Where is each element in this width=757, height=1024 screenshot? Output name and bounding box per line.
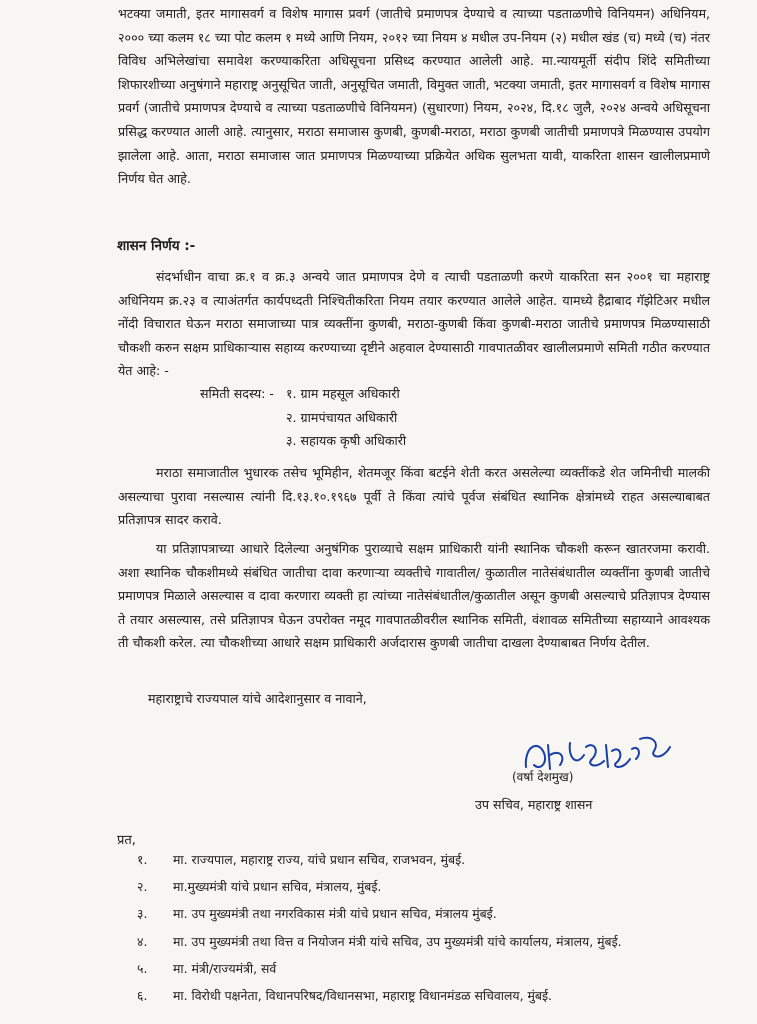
decision-paragraph: संदर्भाधीन वाचा क्र.१ व क्र.३ अन्वये जात प्रमाणपत्र देणे व त्याची पडताळणी करणे याकरिता सन २००१ चा महाराष्ट्र अधिनियम क्र.२३ व त्याअंतर्गत कार्यपध्दती निश्चितीकरिता नियम तयार करण्यात आलेले आहेत. यामध्ये हैद्राबाद गॅझेटिअर मधील नोंदी विचारात घेऊन मराठा समाजाच्या पात्र व्यक्तींना कुणबी, मराठा-कुणबी किंवा कुणबी-मराठा जातीचे प्रमाणपत्र मिळण्यासाठी चौकशी करुन सक्षम प्राधिकाऱ्यास सहाय्य करण्याच्या दृष्टीने अहवाल देण्यासाठी गावपातळीवर खालीलप्रमाणे समिती गठीत करण्यात येत आहे: - <box>118 269 710 379</box>
list-item <box>137 982 622 1009</box>
list-item <box>137 955 622 982</box>
list-item <box>137 928 622 955</box>
copy-to-list <box>137 846 622 1009</box>
committee-member: ३. सहायक कृषी अधिकारी <box>286 433 407 448</box>
committee-label: समिती सदस्य: - <box>200 386 274 401</box>
list-item-number: १. <box>137 852 148 867</box>
copy-to-label: प्रत, <box>117 833 136 848</box>
list-item-text: मा. मंत्री/राज्यमंत्री, सर्व <box>173 960 277 976</box>
list-item <box>137 873 622 900</box>
committee-member: १. ग्राम महसूल अधिकारी <box>286 386 400 401</box>
list-item-text: मा. विरोधी पक्षनेता, विधानपरिषद/विधानसभा, महाराष्ट्र विधानमंडळ सचिवालय, मुंबई. <box>173 987 552 1003</box>
list-item-number: ६. <box>137 987 148 1003</box>
affidavit-paragraph: मराठा समाजातील भुधारक तसेच भूमिहीन, शेतमजूर किंवा बटईने शेती करत असलेल्या व्यक्तींकडे शेत जमिनीची मालकी असल्याचा पुरावा नसल्यास त्यांनी दि.१३.१०.१९६७ पूर्वी ते किंवा त्यांचे पूर्वज संबंधित स्थानिक क्षेत्रांमध्ये राहत असल्याबाबत प्रतिज्ञापत्र सादर करावे. <box>118 465 710 528</box>
intro-paragraph: भटक्या जमाती, इतर मागासवर्ग व विशेष मागास प्रवर्ग (जातीचे प्रमाणपत्र देण्याचे व त्याच्या पडताळणीचे विनियमन) अधिनियम, २००० च्या कलम १८ च्या पोट कलम १ मध्ये आणि नियम, २०१२ च्या नियम ४ मधील उप-नियम (२) मधील खंड (च) मध्ये (च) नंतर विविध अभिलेखांचा समावेश करण्याकरिता अधिसूचना प्रसिध्द करण्यात आलेली आहे. मा.न्यायमूर्ती संदीप शिंदे समितीच्या शिफारशीच्या अनुषंगाने महाराष्ट्र अनुसूचित जाती, अनुसूचित जमाती, विमुक्त जाती, भटक्या जमाती, इतर मागासवर्ग व विशेष मागास प्रवर्ग (जातीचे प्रमाणपत्र देण्याचे व त्याच्या पडताळणीचे विनियमन) (सुधारणा) नियम, २०२४, दि.१८ जुलै, २०२४ अन्वये अधिसूचना प्रसिद्ध करण्यात आली आहे. त्यानुसार, मराठा समाजास कुणबी, कुणबी-मराठा, मराठा कुणबी जातीची प्रमाणपत्रे मिळण्यास उपयोग झालेला आहे. आता, मराठा समाजास जात प्रमाणपत्र मिळण्याच्या प्रक्रियेत अधिक सुलभता यावी, याकरिता शासन खालीलप्रमाणे निर्णय घेत आहे. <box>118 6 710 187</box>
committee-member: २. ग्रामपंचायत अधिकारी <box>286 409 398 425</box>
signatory-name: (वर्षा देशमुख) <box>512 770 574 784</box>
list-item-number: ५. <box>137 960 148 976</box>
list-item <box>137 846 622 873</box>
signatory-designation: उप सचिव, महाराष्ट्र शासन <box>475 797 593 812</box>
list-item-text: मा.मुख्यमंत्री यांचे प्रधान सचिव, मंत्रालय, मुंबई. <box>173 879 382 895</box>
list-item-number: २. <box>137 879 148 895</box>
list-item-number: ३. <box>137 906 148 922</box>
inquiry-paragraph: या प्रतिज्ञापत्राच्या आधारे दिलेल्या अनुषंगिक पुराव्याचे सक्षम प्राधिकारी यांनी स्थानिक चौकशी करून खातरजमा करावी. अशा स्थानिक चौकशीमध्ये संबंधित जातीचा दावा करणाऱ्या व्यक्तीचे गावातील/ कुळातील नातेसंबंधातील व्यक्तींना कुणबी जातीचे प्रमाणपत्र मिळाले असल्यास व दावा करणारा व्यक्ती हा त्यांच्या नातेसंबंधातील/कुळातील असून कुणबी असल्याचे प्रतिज्ञापत्र देण्यास ते तयार असल्यास, तसे प्रतिज्ञापत्र घेऊन उपरोक्त नमूद गावपातळीवरील स्थानिक समिती, वंशावळ समितीच्या सहाय्याने आवश्यक ती चौकशी करेल. त्या चौकशीच्या आधारे सक्षम प्राधिकारी अर्जदारास कुणबी जातीचा दाखला देण्याबाबत निर्णय देतील. <box>118 541 710 651</box>
list-item-text: मा. उप मुख्यमंत्री तथा वित्त व नियोजन मंत्री यांचे सचिव, उप मुख्यमंत्री यांचे कार्यालय, मंत्रालय, मुंबई. <box>173 933 622 949</box>
list-item-text: मा. उप मुख्यमंत्री तथा नगरविकास मंत्री यांचे प्रधान सचिव, मंत्रालय मुंबई. <box>173 906 497 922</box>
list-item-number: ४. <box>137 933 148 949</box>
closing-line: महाराष्ट्राचे राज्यपाल यांचे आदेशानुसार व नावाने, <box>148 691 367 706</box>
list-item <box>137 900 622 927</box>
committee-members <box>200 382 406 453</box>
list-item-text: मा. राज्यपाल, महाराष्ट्र राज्य, यांचे प्रधान सचिव, राजभवन, मुंबई. <box>173 852 466 867</box>
decision-heading: शासन निर्णय :- <box>117 238 196 254</box>
